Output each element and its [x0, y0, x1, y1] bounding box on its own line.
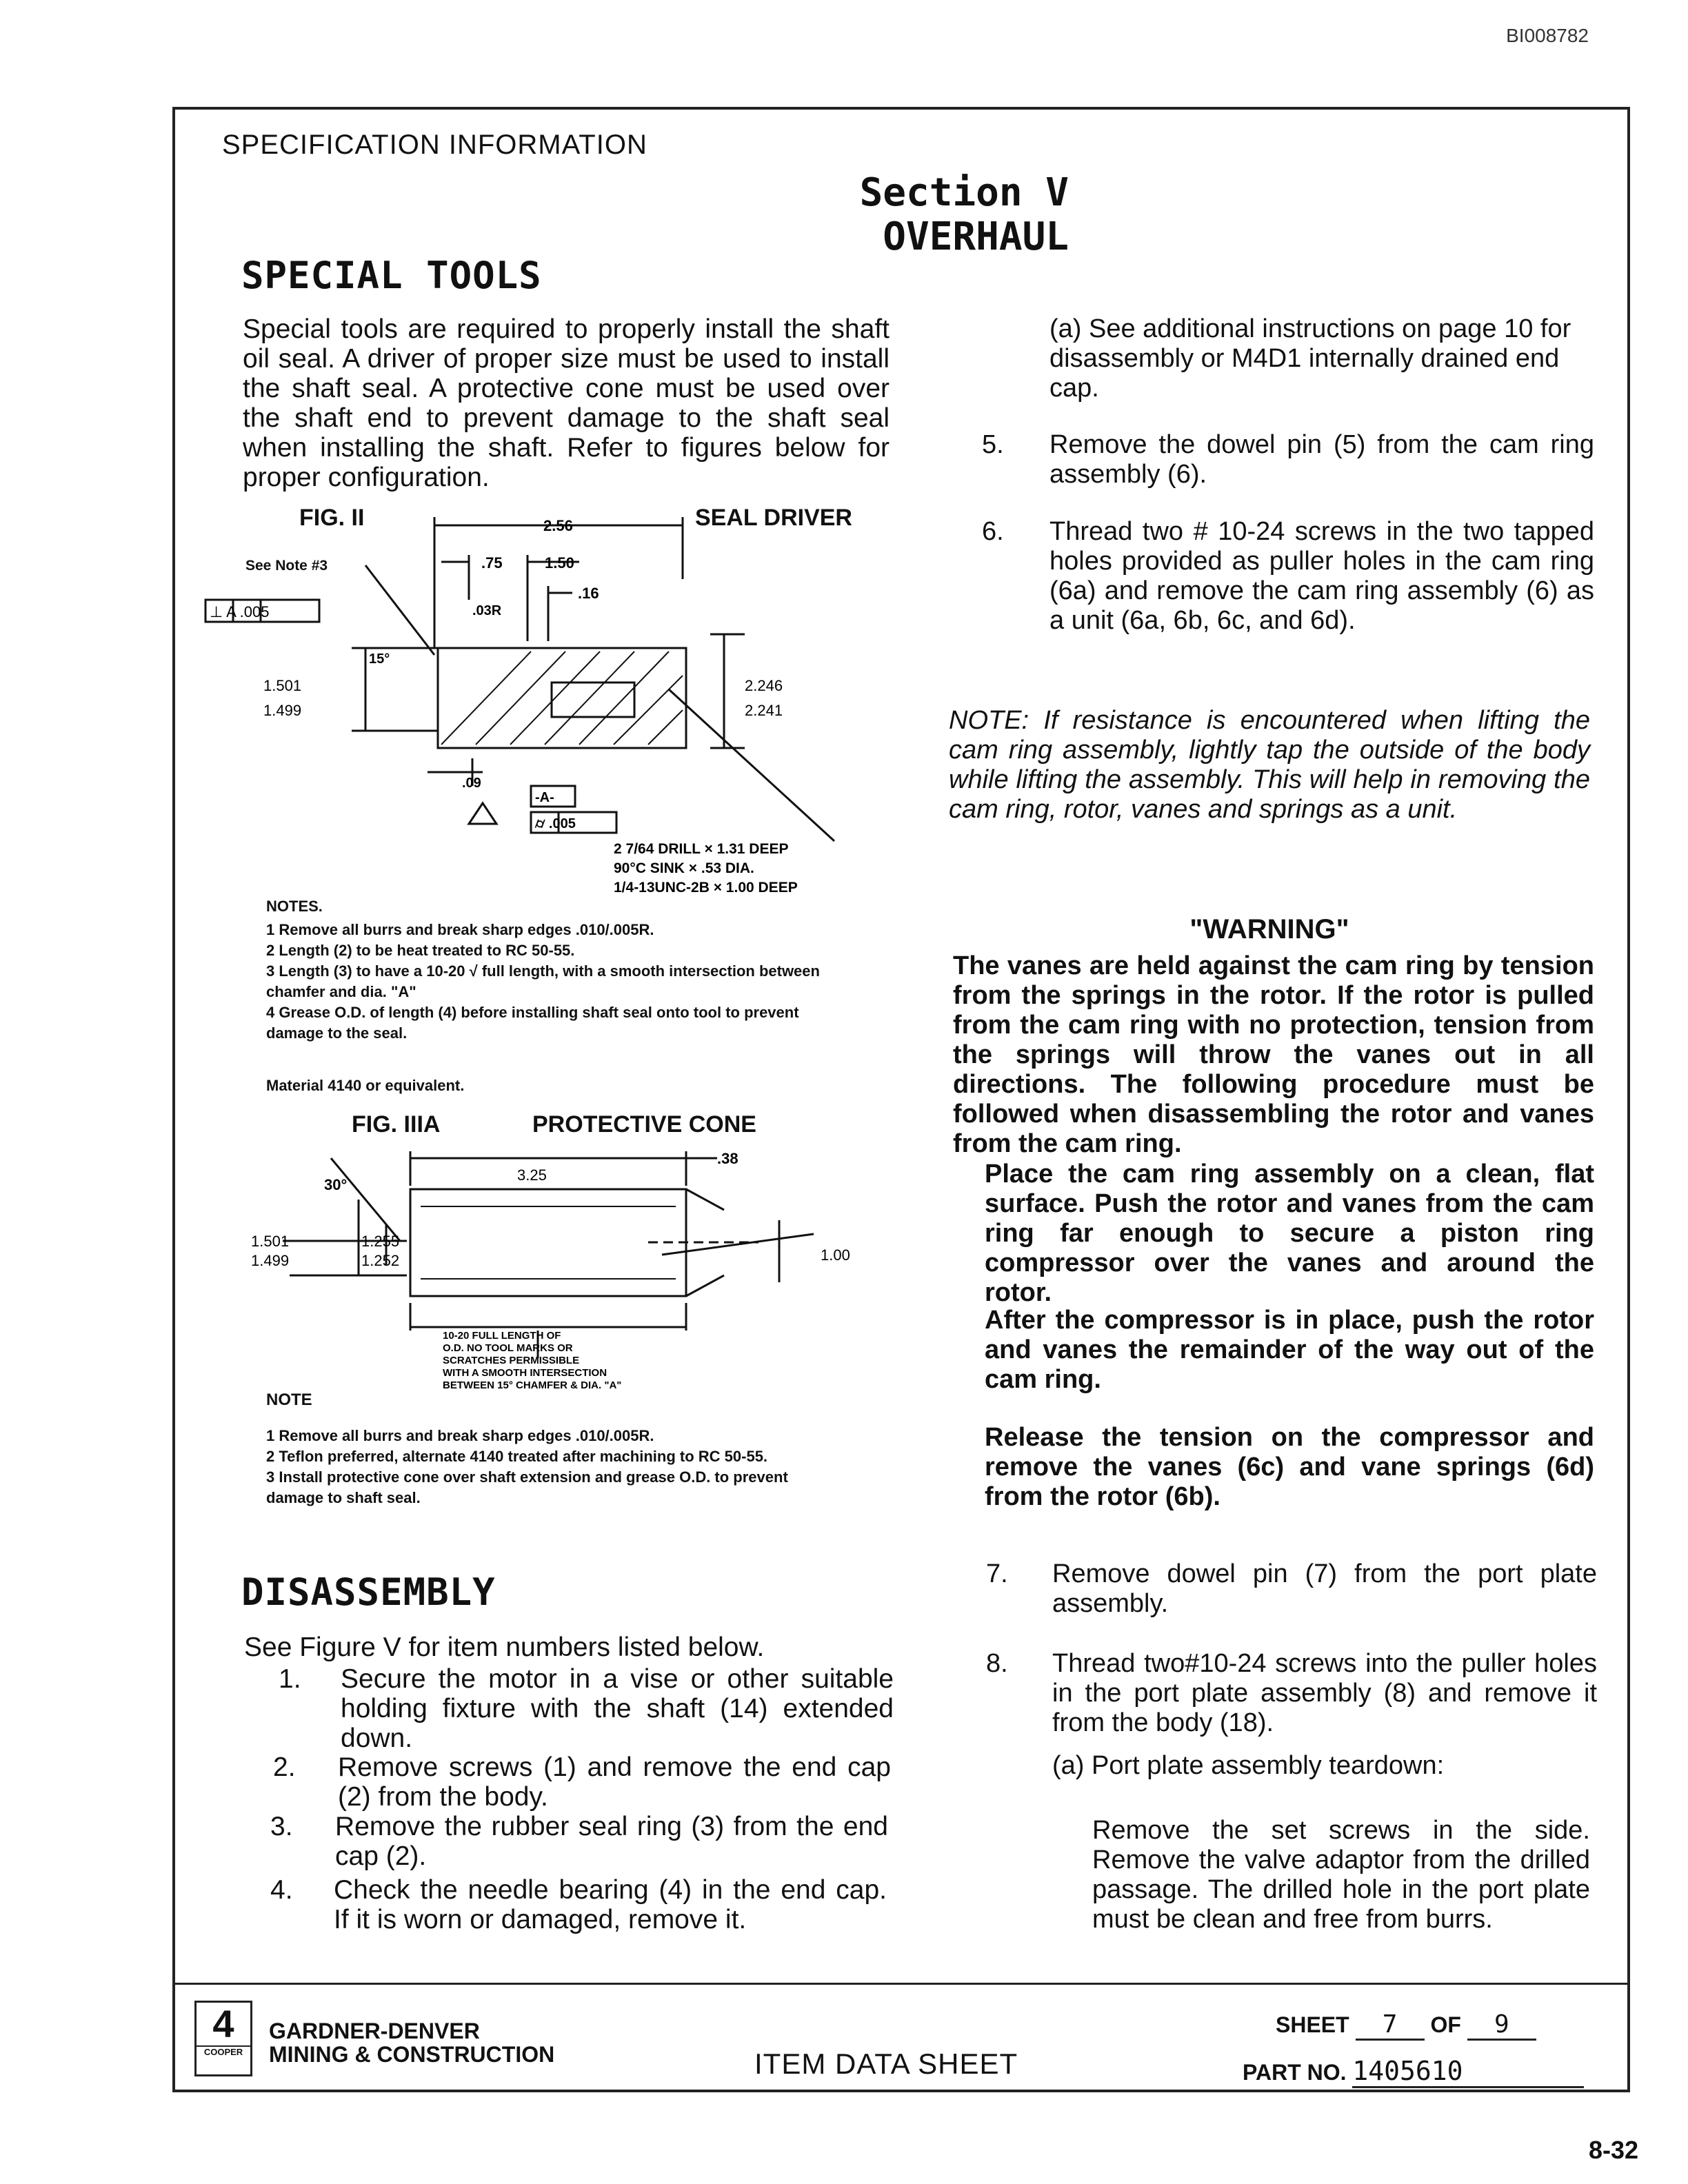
- sheet-label: SHEET: [1276, 2012, 1349, 2037]
- dim-15deg: 15°: [369, 651, 390, 667]
- step-4-text: Check the needle bearing (4) in the end cap. If it is worn or damaged, remove it.: [334, 1875, 887, 1934]
- of-label: OF: [1430, 2012, 1461, 2037]
- fig2-note-3: 3 Length (3) to have a 10-20 √ full length, with a smooth intersection between chamfer and dia. "A": [266, 962, 820, 1000]
- warning-text: The vanes are held against the cam ring by tension from the springs in the rotor. If the rotor is pulled from the cam ring with no protection, tension from the springs will throw the vanes out in all directions. The following procedure must be followed when disassembling the rotor and vanes from the cam ring.: [953, 951, 1594, 1158]
- footer-divider: [172, 1983, 1630, 1985]
- fig3a-note-1: 1 Remove all burrs and break sharp edges .010/.005R.: [266, 1427, 654, 1444]
- step-6-number: 6.: [982, 517, 1004, 546]
- step-2-text: Remove screws (1) and remove the end cap (2) from the body.: [338, 1752, 891, 1812]
- sheet-number: 7: [1356, 2010, 1425, 2041]
- step-4-number: 4.: [270, 1875, 293, 1905]
- step-7-text: Remove dowel pin (7) from the port plate assembly.: [1052, 1559, 1597, 1618]
- fig3a-label: FIG. IIIA: [352, 1111, 441, 1138]
- step-5-number: 5.: [982, 430, 1004, 459]
- procedure-p3: Release the tension on the compressor and remove the vanes (6c) and vane springs (6d) from the rotor (6b).: [985, 1423, 1594, 1511]
- callout-line-3: 1/4-13UNC-2B × 1.00 DEEP: [614, 880, 798, 896]
- dim-2-246: 2.246: [745, 677, 783, 694]
- step-5-text: Remove the dowel pin (5) from the cam ring assembly (6).: [1049, 430, 1594, 489]
- company-name-1: GARDNER-DENVER: [269, 2019, 480, 2043]
- sub-a-text: (a) See additional instructions on page 10 for disassembly or M4D1 internally drained end cap.: [1049, 314, 1571, 403]
- section-heading: [793, 171, 1069, 259]
- total-sheets: 9: [1467, 2010, 1536, 2041]
- datum-a: -A-: [535, 790, 554, 805]
- part-no-field: [1243, 2056, 1584, 2088]
- procedure-p1: Place the cam ring assembly on a clean, flat surface. Push the rotor and vanes from the cam ring far enough to secure a piston ring compressor over the vanes and around the rotor.: [985, 1160, 1594, 1307]
- dim-2-241: 2.241: [745, 702, 783, 719]
- logo-sub: COOPER: [197, 2045, 250, 2057]
- callout-line-1: 2 7/64 DRILL × 1.31 DEEP: [614, 841, 789, 857]
- teardown-text: Remove the set screws in the side. Remove the valve adaptor from the drilled passage. The drilled hole in the port plate must be clean and free from burrs.: [1092, 1816, 1590, 1934]
- cone-callout-1: 10-20 FULL LENGTH OF: [443, 1330, 561, 1342]
- cone-callout-3: SCRATCHES PERMISSIBLE: [443, 1355, 580, 1366]
- company-name-2: MINING & CONSTRUCTION: [269, 2042, 555, 2067]
- dim-1-499b: 1.499: [251, 1252, 290, 1269]
- dim-1-501: 1.501: [263, 677, 302, 694]
- sheet-field: [1276, 2010, 1536, 2041]
- dim-1-499: 1.499: [263, 702, 302, 719]
- dim-16: .16: [578, 585, 599, 602]
- special-tools-text: Special tools are required to properly install the shaft oil seal. A driver of proper size must be used to install the shaft seal. A protective cone must be used over the shaft end to prevent damage to the shaft seal when installing the shaft. Refer to figures below for proper configuration.: [243, 314, 890, 492]
- dim-30deg: 30°: [324, 1176, 348, 1193]
- step-6-text: Thread two # 10-24 screws in the two tapped holes provided as puller holes in the cam ring (6a) and remove the cam ring assembly (6) as a unit (6a, 6b, 6c, and 6d).: [1049, 517, 1594, 635]
- step-8-text: Thread two#10-24 screws into the puller holes in the port plate assembly (8) and remove it from the body (18).: [1052, 1649, 1597, 1737]
- section-number: Section V: [859, 170, 1069, 215]
- step-8-number: 8.: [986, 1649, 1008, 1678]
- warning-title: "WARNING": [1189, 914, 1349, 944]
- dim-1-50: 1.50: [545, 554, 574, 572]
- step-2-number: 2.: [273, 1752, 296, 1782]
- fig2-material: Material 4140 or equivalent.: [266, 1077, 465, 1094]
- fig2-notes-title: NOTES.: [266, 898, 323, 915]
- dim-2-56: 2.56: [543, 517, 573, 534]
- cam-ring-note: NOTE: If resistance is encountered when lifting the cam ring assembly, lightly tap the outside of the body while lifting the assembly. This will help in removing the cam ring, rotor, vanes and springs as a unit.: [949, 706, 1590, 824]
- fig3a-title: PROTECTIVE CONE: [532, 1111, 756, 1138]
- sub-8a-text: (a) Port plate assembly teardown:: [1052, 1751, 1445, 1780]
- step-1-number: 1.: [279, 1664, 301, 1694]
- dim-38: .38: [717, 1150, 738, 1167]
- fig2-note-4: 4 Grease O.D. of length (4) before installing shaft seal onto tool to prevent damage to the seal.: [266, 1004, 799, 1042]
- step-1-text: Secure the motor in a vise or other suitable holding fixture with the shaft (14) extended down.: [341, 1664, 894, 1753]
- step-3-number: 3.: [270, 1812, 293, 1841]
- disassembly-title: DISASSEMBLY: [241, 1570, 496, 1614]
- disassembly-intro: See Figure V for item numbers listed below.: [244, 1632, 765, 1662]
- section-title: OVERHAUL: [883, 214, 1069, 259]
- fig2-label: FIG. II: [299, 505, 365, 531]
- fig3a-notes-title: NOTE: [266, 1391, 312, 1409]
- cone-callout-5: BETWEEN 15° CHAMFER & DIA. "A": [443, 1379, 622, 1391]
- dim-1-00: 1.00: [821, 1246, 850, 1264]
- fig2-title: SEAL DRIVER: [695, 505, 852, 531]
- fig3a-note-2: 2 Teflon preferred, alternate 4140 treated after machining to RC 50-55.: [266, 1448, 768, 1465]
- fig2-note-2: 2 Length (2) to be heat treated to RC 50-55.: [266, 942, 575, 959]
- dim-1-255: 1.255: [361, 1233, 400, 1250]
- seal-driver-drawing: [200, 510, 896, 896]
- dim-1-252: 1.252: [361, 1252, 400, 1269]
- fig3a-notes: [266, 1426, 832, 1508]
- fcf-perp: ⊥ A .005: [210, 603, 270, 620]
- fig2-notes: [266, 920, 832, 1044]
- item-data-sheet: ITEM DATA SHEET: [754, 2048, 1018, 2080]
- dim-03r: .03R: [472, 603, 502, 618]
- fig3a-note-3: 3 Install protective cone over shaft extension and grease O.D. to prevent damage to shaft seal.: [266, 1468, 788, 1506]
- procedure-p2: After the compressor is in place, push the rotor and vanes the remainder of the way out of the cam ring.: [985, 1306, 1594, 1394]
- dim-3-25: 3.25: [517, 1166, 547, 1184]
- fig2-note-1: 1 Remove all burrs and break sharp edges .010/.005R.: [266, 921, 654, 938]
- cone-callout-4: WITH A SMOOTH INTERSECTION: [443, 1367, 607, 1379]
- callout-line-2: 90°C SINK × .53 DIA.: [614, 860, 754, 876]
- logo-mark: 4: [212, 2002, 234, 2045]
- spec-info-heading: SPECIFICATION INFORMATION: [222, 130, 647, 160]
- dim-09: .09: [462, 776, 481, 791]
- fcf-cyl: ⌭ .005: [535, 816, 576, 831]
- document-id: BI008782: [1506, 25, 1589, 46]
- special-tools-title: SPECIAL TOOLS: [241, 254, 542, 297]
- step-3-text: Remove the rubber seal ring (3) from the end cap (2).: [335, 1812, 888, 1871]
- part-number: 1405610: [1352, 2056, 1584, 2088]
- page-number: 8-32: [1588, 2136, 1638, 2164]
- dim-75: .75: [481, 554, 503, 572]
- fig2-see-note: See Note #3: [245, 558, 328, 574]
- company-logo: [194, 2001, 252, 2076]
- dim-1-501b: 1.501: [251, 1233, 290, 1250]
- protective-cone-drawing: [248, 1144, 869, 1399]
- part-no-label: PART NO.: [1243, 2060, 1347, 2085]
- cone-callout-2: O.D. NO TOOL MARKS OR: [443, 1342, 573, 1354]
- step-7-number: 7.: [986, 1559, 1008, 1588]
